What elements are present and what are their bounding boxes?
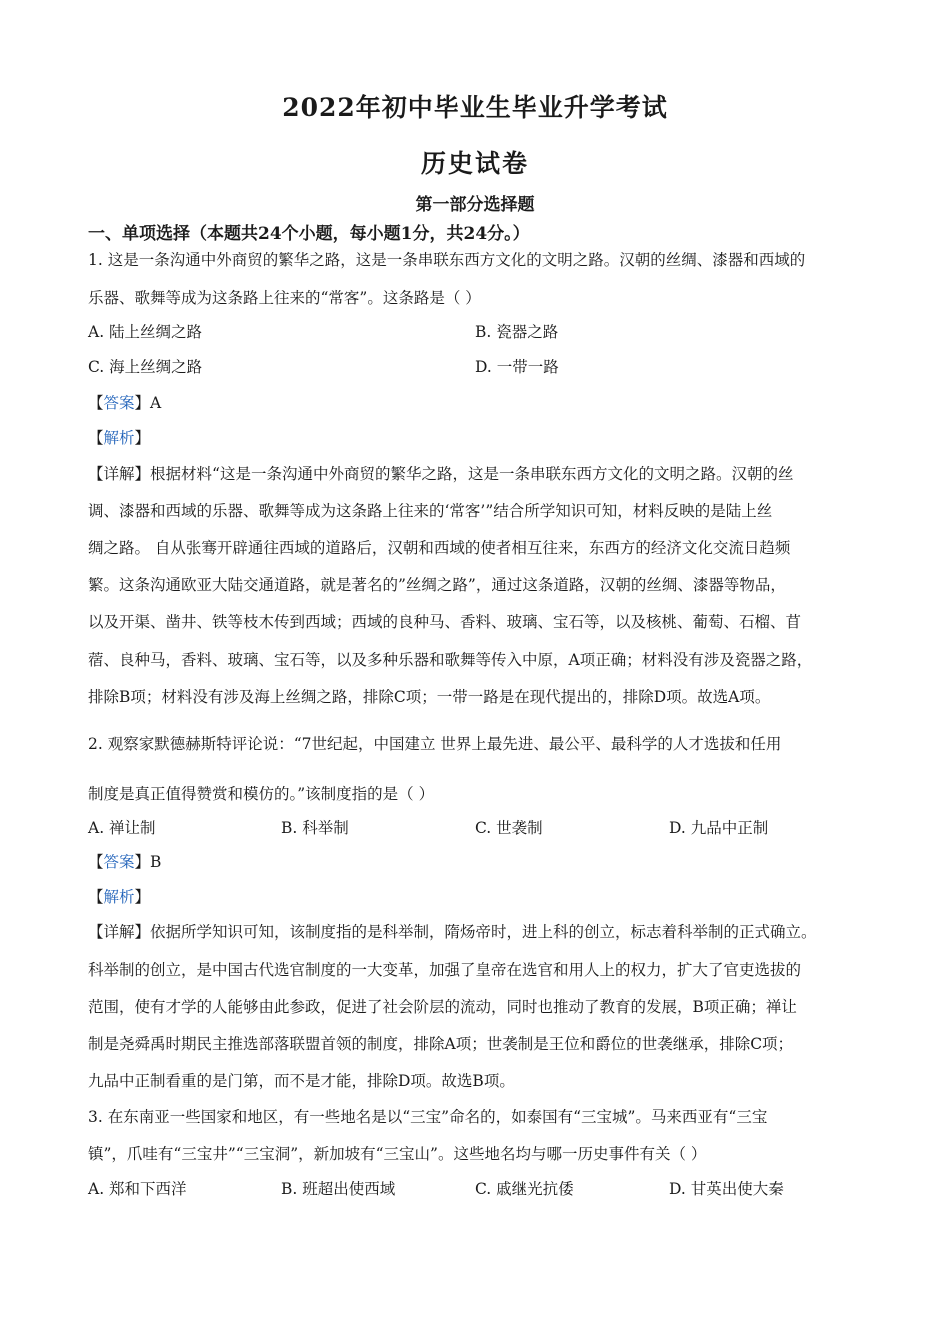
q2-detail-line-2: 科举制的创立，是中国古代选官制度的一大变革，加强了皇帝在选官和用人上的权力，扩大了官吏选拔的	[88, 961, 802, 979]
q2-answer-value: B	[150, 853, 162, 871]
q1-analysis-label: 【解析】	[88, 429, 151, 447]
q1-detail-line-4: 繁。这条沟通欧亚大陆交通道路，就是著名的”丝绸之路”，通过这条道路，汉朝的丝绸、漆器等物品，	[88, 576, 786, 594]
q2-detail-line-5: 九品中正制看重的是门第，而不是才能，排除D项。故选B项。	[88, 1072, 515, 1090]
q1-option-d: D. 一带一路	[475, 358, 559, 376]
q2-analysis-label: 【解析】	[88, 888, 151, 906]
q1-stem-line-1: 1. 这是一条沟通中外商贸的繁华之路，这是一条串联东西方文化的文明之路。汉朝的丝绸、漆器和西域的	[88, 251, 806, 269]
q1-stem-line-2: 乐器、歌舞等成为这条路上往来的“常客”。这条路是（ ）	[88, 289, 481, 307]
q2-option-b: B. 科举制	[281, 819, 349, 837]
q1-detail-line-6: 蓿、良种马，香料、玻璃、宝石等，以及多种乐器和歌舞等传入中原，A项正确；材料没有涉及瓷器之路，	[88, 651, 813, 669]
q2-option-a: A. 禅让制	[88, 819, 156, 837]
answer-label: 答案	[103, 853, 135, 871]
q1-detail-line-2: 调、漆器和西域的乐器、歌舞等成为这条路上往来的‘常客’”结合所学知识可知，材料反映的是陆上丝	[88, 502, 773, 520]
analysis-label: 解析	[103, 429, 135, 447]
detail-label: 【详解】	[88, 465, 151, 483]
q1-detail-line-3: 绸之路。 自从张骞开辟通往西域的道路后，汉朝和西域的使者相互往来，东西方的经济文化交流日趋频	[88, 539, 791, 557]
q3-option-a: A. 郑和下西洋	[88, 1180, 187, 1198]
q3-stem-line-2: 镇”，爪哇有“三宝井”“三宝洞”，新加坡有“三宝山”。这些地名均与哪一历史事件有关（ ）	[88, 1145, 707, 1163]
answer-label: 答案	[103, 394, 135, 412]
q1-detail-line-1: 【详解】根据材料“这是一条沟通中外商贸的繁华之路，这是一条串联东西方文化的文明之路。汉朝的丝	[88, 465, 794, 483]
q1-answer: 【答案】A	[88, 394, 162, 412]
q1-detail-line-7: 排除B项；材料没有涉及海上丝绸之路，排除C项；一带一路是在现代提出的，排除D项。故选A项。	[88, 688, 771, 706]
q2-detail-line-1: 【详解】依据所学知识可知，该制度指的是科举制，隋炀帝时，进上科的创立，标志着科举制的正式确立。	[88, 923, 817, 941]
q2-option-d: D. 九品中正制	[669, 819, 769, 837]
q2-detail-line-4: 制是尧舜禹时期民主推选部落联盟首领的制度，排除A项；世袭制是王位和爵位的世袭继承，排除C项；	[88, 1035, 794, 1053]
q2-answer: 【答案】B	[88, 853, 162, 871]
q1-option-c: C. 海上丝绸之路	[88, 358, 203, 376]
analysis-label: 解析	[103, 888, 135, 906]
q2-detail-line-3: 范围，使有才学的人能够由此参政，促进了社会阶层的流动，同时也推动了教育的发展，B项正确；禅让	[88, 998, 797, 1016]
exam-subject: 历史试卷	[420, 149, 529, 178]
q3-option-b: B. 班超出使西域	[281, 1180, 396, 1198]
exam-title: 2022年初中毕业生毕业升学考试	[282, 93, 668, 122]
q3-stem-line-1: 3. 在东南亚一些国家和地区，有一些地名是以“三宝”命名的，如泰国有“三宝城”。马来西亚有“三宝	[88, 1108, 768, 1126]
q1-option-a: A. 陆上丝绸之路	[88, 323, 203, 341]
q2-stem-line-2: 制度是真正值得赞赏和模仿的。”该制度指的是（ ）	[88, 785, 435, 803]
detail-label: 【详解】	[88, 923, 151, 941]
q1-option-b: B. 瓷器之路	[475, 323, 559, 341]
q1-detail-line-5: 以及开渠、凿井、铁等枝木传到西域；西域的良种马、香料、玻璃、宝石等，以及核桃、葡萄、石榴、苜	[88, 613, 802, 631]
q3-option-c: C. 戚继光抗倭	[475, 1180, 574, 1198]
q1-answer-value: A	[150, 394, 162, 412]
q3-option-d: D. 甘英出使大秦	[669, 1180, 784, 1198]
q2-stem-line-1: 2. 观察家默德赫斯特评论说：“7世纪起，中国建立 世界上最先进、最公平、最科学的人才选拔和任用	[88, 735, 782, 753]
part-heading: 第一部分选择题	[415, 195, 535, 215]
section-heading: 一、单项选择（本题共24个小题，每小题1分，共24分。）	[88, 224, 530, 244]
q2-option-c: C. 世袭制	[475, 819, 543, 837]
